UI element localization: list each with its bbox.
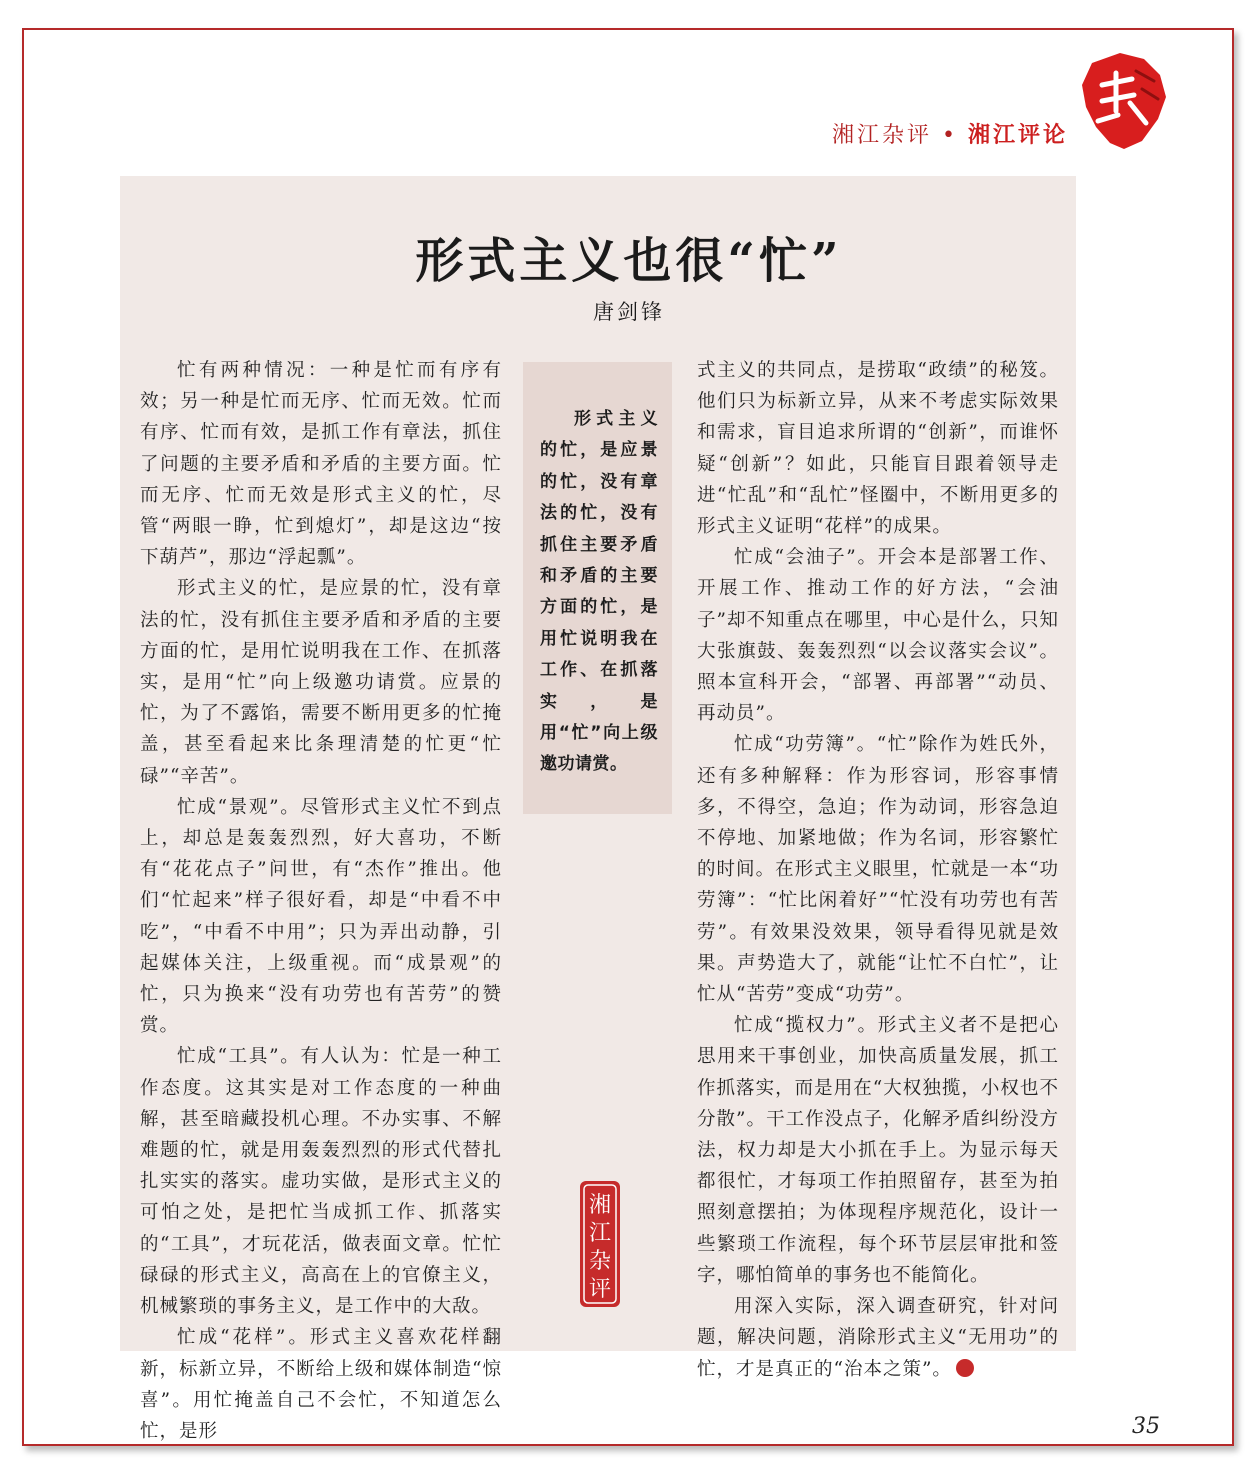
magazine-section: 湘江评论: [967, 123, 1068, 148]
separator-dot: •: [942, 123, 958, 148]
paragraph: 式主义的共同点，是捞取“政绩”的秘笈。他们只为标新立异，从来不考虑实际效果和需求，盲目追求所谓的“创新”，而谁怀疑“创新”？如此，只能盲目跟着领导走进“忙乱”和“乱忙”怪圈中，不断用更多的形式主义证明“花样”的成果。: [697, 360, 1059, 538]
paragraph: 忙成“功劳簿”。“忙”除作为姓氏外，还有多种解释：作为形容词，形容事情多，不得空，急迫；作为动词，形容急迫不停地、加紧地做；作为名词，形容繁忙的时间。在形式主义眼里，忙就是一本“功劳簿”：“忙比闲着好”“忙没有功劳也有苦劳”。有效果没效果，领导看得见就是效果。声势造大了，就能“让忙不白忙”，让忙从“苦劳”变成“功劳”。: [697, 734, 1059, 1006]
seal-char: 评: [588, 1277, 612, 1302]
article-title: 形式主义也很“忙”: [415, 233, 843, 289]
column-name: 湘江杂评: [831, 123, 932, 148]
column-seal-icon: [579, 1180, 621, 1308]
section-header: [832, 118, 1068, 149]
magazine-logo-icon: [1072, 45, 1172, 155]
seal-char: 杂: [588, 1249, 612, 1274]
right-column: [697, 355, 1059, 1385]
seal-char: 湘: [588, 1193, 612, 1218]
paragraph: 忙成“景观”。尽管形式主义忙不到点上，却总是轰轰烈烈，好大喜功，不断有“花花点子”问世，有“杰作”推出。他们“忙起来”样子很好看，却是“中看不中吃”，“中看不中用”；只为弄出动静，引起媒体关注，上级重视。而“成景观”的忙，只为换来“没有功劳也有苦劳”的赞赏。: [140, 796, 502, 1037]
paragraph: 忙有两种情况：一种是忙而有序有效；另一种是忙而无序、忙而无效。忙而有序、忙而有效，是抓工作有章法，抓住了问题的主要矛盾和矛盾的主要方面。忙而无序、忙而无效是形式主义的忙，尽管“两眼一睁，忙到熄灯”，却是这边“按下葫芦”，那边“浮起瓢”。: [140, 360, 502, 569]
seal-char: 江: [588, 1221, 612, 1246]
end-mark-icon: [956, 1359, 974, 1377]
last-paragraph: [697, 1291, 1059, 1385]
paragraph-text: 用深入实际，深入调查研究，针对问题，解决问题，消除形式主义“无用功”的忙，才是真正的“治本之策”。: [697, 1296, 1059, 1380]
page-number: 35: [1132, 1414, 1160, 1439]
paragraph: 形式主义的忙，是应景的忙，没有章法的忙，没有抓住主要矛盾和矛盾的主要方面的忙，是用忙说明我在工作、在抓落实，是用“忙”向上级邀功请赏。应景的忙，为了不露馅，需要不断用更多的忙掩盖，甚至看起来比条理清楚的忙更“忙碌”“辛苦”。: [140, 578, 502, 787]
paragraph: 忙成“工具”。有人认为：忙是一种工作态度。这其实是对工作态度的一种曲解，甚至暗藏投机心理。不办实事、不解难题的忙，就是用轰轰烈烈的形式代替扎扎实实的落实。虚功实做，是形式主义的可怕之处，是把忙当成抓工作、抓落实的“工具”，才玩花活，做表面文章。忙忙碌碌的形式主义，高高在上的官僚主义，机械繁琐的事务主义，是工作中的大敌。: [140, 1046, 502, 1318]
paragraph: 忙成“会油子”。开会本是部署工作、开展工作、推动工作的好方法，“会油子”却不知重点在哪里，中心是什么，只知大张旗鼓、轰轰烈烈“以会议落实会议”。照本宣科开会，“部署、再部署”“动员、再动员”。: [697, 547, 1059, 725]
left-column: [140, 355, 502, 1447]
pull-quote: 形式主义的忙，是应景的忙，没有章法的忙，没有抓住主要矛盾和矛盾的主要方面的忙，是用忙说明我在工作、在抓落实，是用“忙”向上级邀功请赏。: [540, 409, 658, 775]
paragraph: 忙成“花样”。形式主义喜欢花样翻新，标新立异，不断给上级和媒体制造“惊喜”。用忙掩盖自己不会忙，不知道怎么忙，是形: [140, 1327, 502, 1442]
paragraph: 忙成“揽权力”。形式主义者不是把心思用来干事创业，加快高质量发展，抓工作抓落实，而是用在“大权独揽，小权也不分散”。干工作没点子，化解矛盾纠纷没方法，权力却是大小抓在手上。为显示每天都很忙，才每项工作拍照留存，甚至为拍照刻意摆拍；为体现程序规范化，设计一些繁琐工作流程，每个环节层层审批和签字，哪怕简单的事务也不能简化。: [697, 1015, 1059, 1286]
article-author: 唐剑锋: [593, 300, 665, 324]
